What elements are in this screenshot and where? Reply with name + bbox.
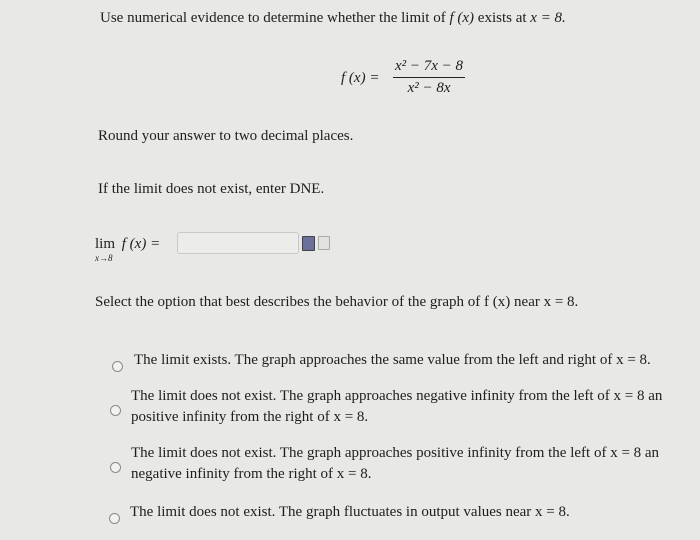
select-instruction: Select the option that best describes the behavior of the graph of f (x) near x = 8. [95,294,579,310]
option-1-radio[interactable] [112,361,123,372]
dne-instruction: If the limit does not exist, enter DNE. [98,181,325,197]
limit-subscript: x→8 [95,253,113,263]
option-3-text[interactable]: The limit does not exist. The graph approaches positive infinity from the left of x = 8 an negative infinity from the right of x = 8. [131,445,660,482]
function-lhs: f (x) = [341,70,380,86]
intro-fx: f (x) [449,10,475,26]
limit-expression [95,236,161,263]
equation-editor-icon[interactable] [302,236,315,251]
intro-end: exists at [477,10,527,26]
answer-input[interactable] [177,232,299,254]
option-2-radio[interactable] [110,405,121,416]
intro-text: Use numerical evidence to determine whether the limit of [100,10,446,26]
option-2-text[interactable]: The limit does not exist. The graph approaches negative infinity from the left of x = 8 an positive infinity from the right of x = 8. [131,388,663,425]
round-instruction: Round your answer to two decimal places. [98,128,354,144]
clipboard-icon[interactable] [318,236,330,250]
option-1-text[interactable]: The limit exists. The graph approaches the same value from the left and right of x = 8. [134,352,651,368]
option-3-radio[interactable] [110,462,121,473]
numerator: x² − 7x − 8 [393,58,465,78]
option-4-radio[interactable] [109,513,120,524]
limit-label: lim [95,236,116,252]
function-fraction [393,58,465,97]
question-intro [100,10,566,27]
denominator: x² − 8x [407,80,451,96]
intro-point: x = 8. [530,10,566,26]
option-4-text[interactable]: The limit does not exist. The graph fluctuates in output values near x = 8. [130,504,570,520]
limit-fx: f (x) = [121,236,161,252]
